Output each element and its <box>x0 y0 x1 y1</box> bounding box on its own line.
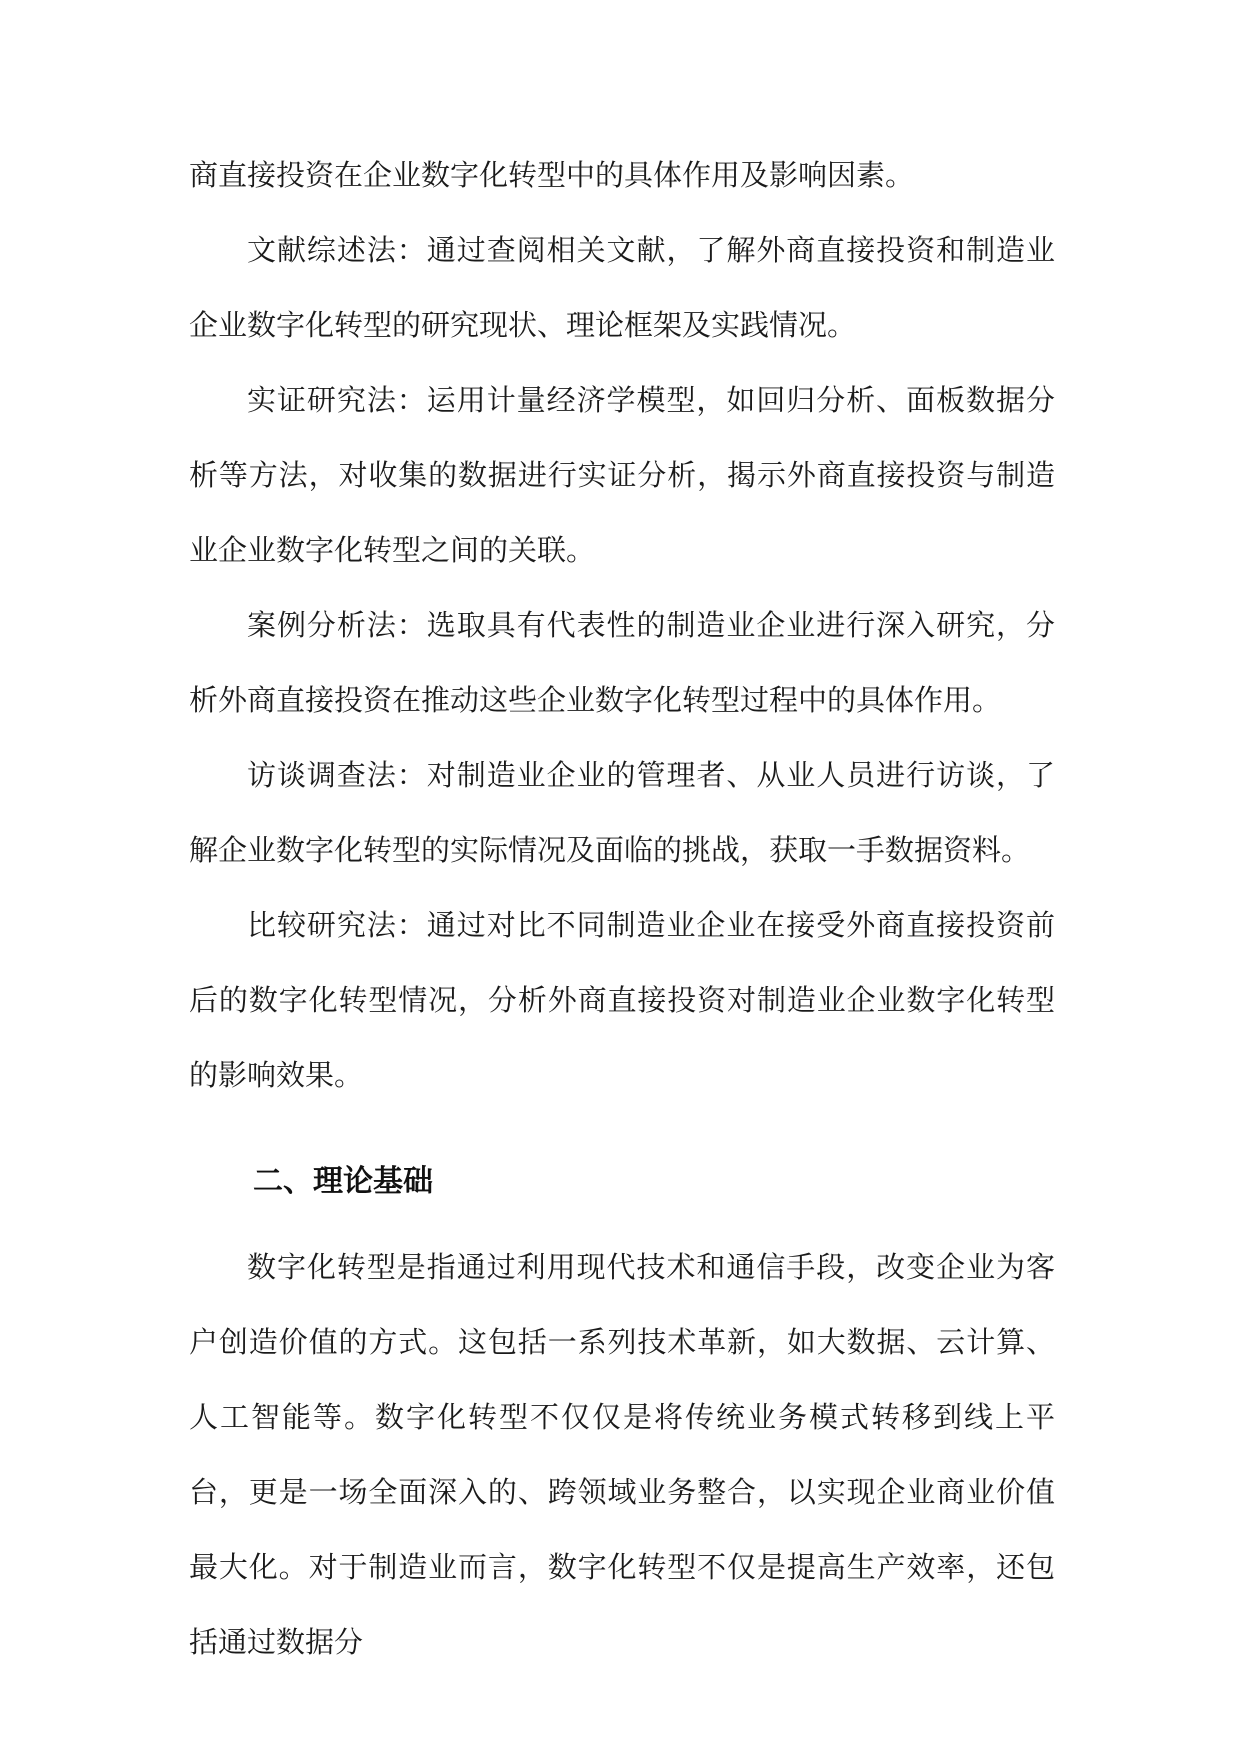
document-body <box>189 138 1055 1680</box>
paragraph-continuation: 商直接投资在企业数字化转型中的具体作用及影响因素。 <box>189 158 915 192</box>
section-heading: 二、理论基础 <box>253 1164 433 1199</box>
paragraph-comparative-research: 比较研究法：通过对比不同制造业企业在接受外商直接投资前后的数字化转型情况，分析外商直接投资对制造业企业数字化转型的影响效果。 <box>189 908 1055 1092</box>
paragraph-digital-transformation: 数字化转型是指通过利用现代技术和通信手段，改变企业为客户创造价值的方式。这包括一系列技术革新，如大数据、云计算、人工智能等。数字化转型不仅仅是将传统业务模式转移到线上平台，更是一场全面深入的、跨领域业务整合，以实现企业商业价值最大化。对于制造业而言，数字化转型不仅是提高生产效率，还包括通过数据分 <box>189 1250 1055 1659</box>
paragraph-empirical-research: 实证研究法：运用计量经济学模型，如回归分析、面板数据分析等方法，对收集的数据进行实证分析，揭示外商直接投资与制造业企业数字化转型之间的关联。 <box>189 383 1055 567</box>
paragraph-interview-survey: 访谈调查法：对制造业企业的管理者、从业人员进行访谈，了解企业数字化转型的实际情况及面临的挑战，获取一手数据资料。 <box>189 758 1055 867</box>
paragraph-literature-review: 文献综述法：通过查阅相关文献，了解外商直接投资和制造业企业数字化转型的研究现状、理论框架及实践情况。 <box>189 233 1055 342</box>
paragraph-case-analysis: 案例分析法：选取具有代表性的制造业企业进行深入研究，分析外商直接投资在推动这些企业数字化转型过程中的具体作用。 <box>189 608 1055 717</box>
